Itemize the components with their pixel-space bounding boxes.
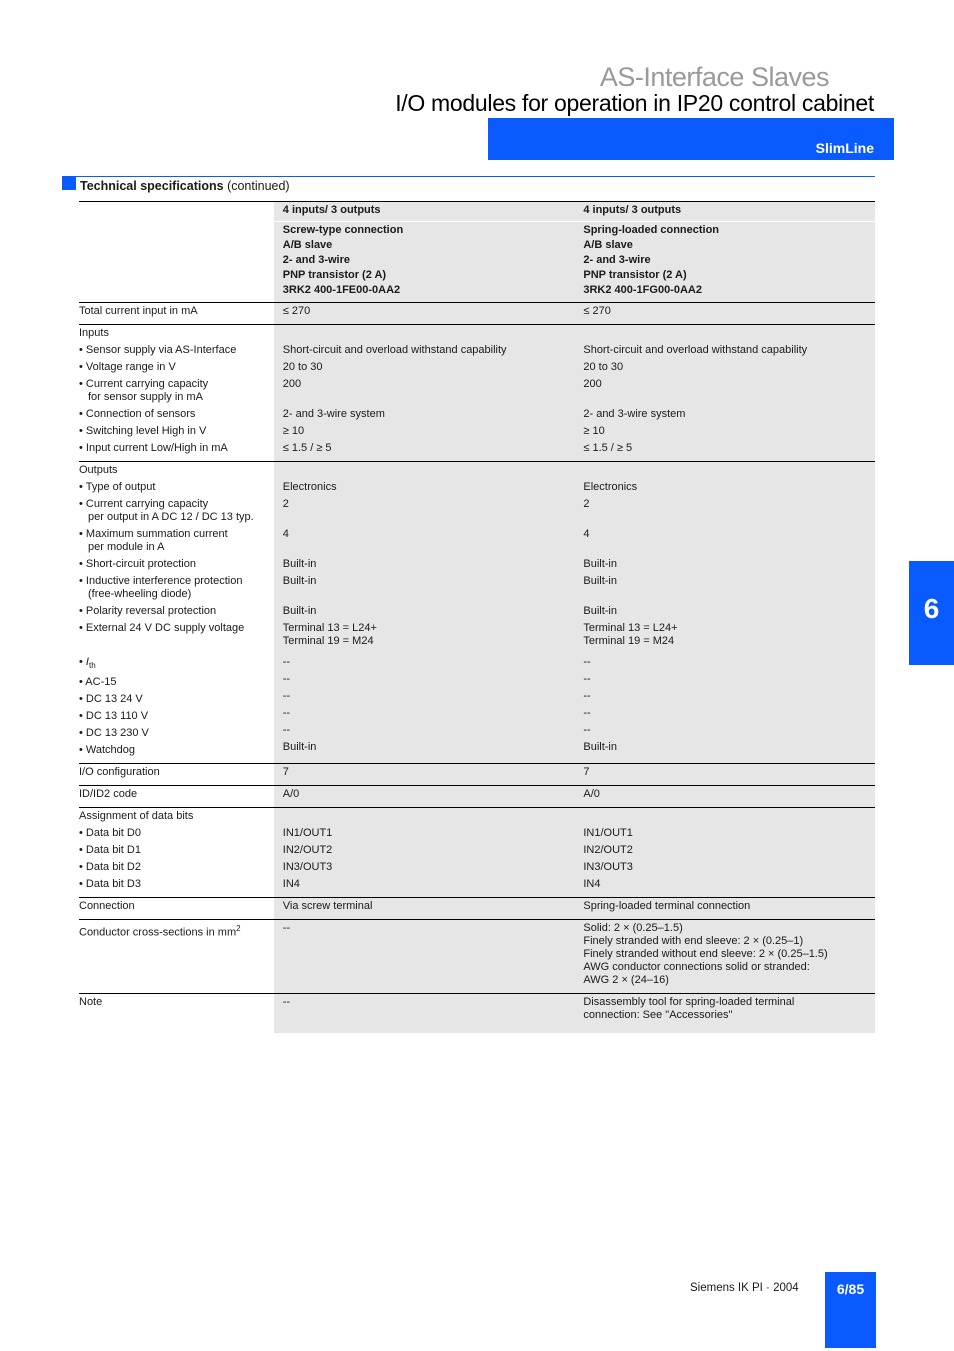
row-value: ≥ 10 [282,425,305,437]
row-label: Total current input in mA [79,303,274,325]
col3-desc-line: 2- and 3-wire [583,254,651,266]
ith-bullet: • [79,656,86,668]
table-group-inputs [79,325,875,462]
col2-order-number: 3RK2 400-1FE00-0AA2 [282,284,401,296]
row-label: I/O configuration [79,764,274,786]
row-value: Via screw terminal [274,898,575,920]
row-value [283,622,575,648]
row-value: Built-in [282,575,317,587]
row-value: Built-in [282,558,317,570]
table-row [79,764,875,786]
inputs-labels [79,325,274,462]
row-label: • Switching level High in V [79,425,207,437]
ith-subscript: th [88,661,96,671]
col3-desc-line: Spring-loaded connection [583,224,720,236]
row-label-line: • Current carrying capacity [79,378,209,390]
row-value: 7 [274,764,575,786]
row-label: • Polarity reversal protection [79,605,217,617]
ith-values-col2 [274,652,575,764]
table-header-row [79,202,875,222]
col3-desc-line: A/B slave [583,239,633,251]
row-value: 20 to 30 [282,361,323,373]
row-value: Electronics [282,481,337,493]
row-label [79,920,274,994]
row-value: 200 [583,378,602,390]
row-value: IN4 [583,878,601,891]
conductor-label: Conductor cross-sections in mm [79,926,237,939]
row-value: ≥ 10 [583,425,605,437]
row-value-line: Terminal 19 = M24 [282,635,374,647]
col3-header: 4 inputs/ 3 outputs [574,202,875,222]
row-label: • DC 13 24 V [79,693,143,706]
outputs-values-col3 [574,462,875,653]
row-label-line: • Inductive interference protection [79,575,243,587]
page-number: 6/85 [836,1281,865,1297]
section-title-rest: (continued) [227,179,290,193]
data-bits-values-col3 [574,808,875,898]
chapter-number: 6 [923,593,940,624]
row-value: ≤ 270 [274,303,575,325]
row-label: Connection [79,898,274,920]
row-value: -- [282,656,291,668]
row-value-line: Finely stranded without end sleeve: 2 × (0.25–1.5) [583,948,828,961]
ith-symbol: I [85,656,89,668]
row-value: ≤ 270 [574,303,875,325]
row-value: 4 [583,528,590,540]
row-label: • AC-15 [79,676,117,689]
data-bits-values-col2 [274,808,575,898]
row-value: IN1/OUT1 [282,827,333,840]
outputs-values-col2 [274,462,575,653]
col2-description [274,222,575,303]
row-value [574,920,875,994]
desc-empty-cell [79,222,274,303]
row-value: Built-in [583,575,617,587]
row-label-ith [79,656,272,672]
row-value: 200 [282,378,302,390]
row-value-line: connection: See "Accessories" [583,1009,733,1022]
section-title [80,179,290,193]
row-value: 2 [583,498,590,510]
row-label: • Short-circuit protection [79,558,196,570]
row-value: IN3/OUT3 [583,861,633,874]
page-title: AS-Interface Slaves [599,62,829,92]
col2-desc-line: A/B slave [282,239,333,251]
table-row [79,898,875,920]
row-value: 2 [282,498,289,510]
outputs-labels [79,462,274,653]
table-group-outputs [79,462,875,653]
row-value: -- [282,707,291,719]
row-label [79,528,272,554]
row-value: 7 [574,764,875,786]
row-value-line: AWG conductor connections solid or stranded: [583,961,810,974]
row-value: -- [583,656,591,668]
row-label: • Data bit D2 [79,861,141,874]
row-value: -- [282,673,291,685]
table-group-data-bits [79,808,875,898]
row-label [79,378,272,404]
group-heading: Assignment of data bits [79,810,194,823]
row-label: • Watchdog [79,744,136,757]
col2-desc-line: PNP transistor (2 A) [282,269,387,281]
chapter-tab [909,561,954,665]
row-label-line: per module in A [88,541,165,553]
row-value-line: Terminal 13 = L24+ [282,622,377,634]
row-label: • Sensor supply via AS-Interface [79,344,237,356]
row-value: IN2/OUT2 [282,844,333,857]
ith-values-col3 [574,652,875,764]
row-value: -- [583,707,591,719]
col2-desc-line: Screw-type connection [282,224,404,236]
row-value: 4 [282,528,289,540]
row-label [79,575,272,601]
row-value: IN4 [282,878,300,891]
row-label-line: (free-wheeling diode) [88,588,192,600]
category-banner [488,118,894,160]
inputs-values-col3 [574,325,875,462]
table-row [79,786,875,808]
table-desc-row [79,222,875,303]
row-label [79,498,272,524]
row-value: 20 to 30 [583,361,624,373]
row-value-line: Solid: 2 × (0.25–1.5) [583,922,683,935]
row-label: • External 24 V DC supply voltage [79,622,245,634]
row-value-line: AWG 2 × (24–16) [583,974,669,987]
row-label: • DC 13 110 V [79,710,149,723]
row-label-line: • Current carrying capacity [79,498,209,510]
row-value: Spring-loaded terminal connection [574,898,875,920]
row-value-line: Finely stranded with end sleeve: 2 × (0.25–1) [583,935,804,948]
row-value [583,622,875,648]
page-number-box [825,1272,876,1348]
row-value: Built-in [282,741,317,753]
row-value: ≤ 1.5 / ≥ 5 [282,442,332,454]
table-row [79,920,875,994]
row-value: Built-in [583,605,617,617]
group-heading: Outputs [79,464,118,476]
col3-description [574,222,875,303]
row-value: A/0 [274,786,575,808]
row-label: • DC 13 230 V [79,727,149,740]
row-label: • Connection of sensors [79,408,196,420]
table-group-ith [79,652,875,764]
spec-table [79,201,875,1033]
row-label: Note [79,994,274,1034]
row-label: • Data bit D3 [79,878,141,891]
row-value: -- [583,724,591,736]
group-heading: Inputs [79,327,109,339]
row-value: -- [583,673,591,685]
row-label: • Voltage range in V [79,361,176,373]
row-value: Built-in [583,741,617,753]
row-value: -- [583,690,591,702]
row-label: • Data bit D0 [79,827,141,840]
row-value: Short-circuit and overload withstand capability [282,344,507,356]
row-label-line: • Maximum summation current [79,528,228,540]
row-value: -- [274,920,575,994]
row-value [574,994,875,1034]
table-row [79,303,875,325]
header-empty-cell [79,202,274,222]
section-divider [62,176,875,177]
row-value: -- [282,724,291,736]
row-label: • Type of output [79,481,156,493]
ith-labels [79,652,274,764]
row-value: 2- and 3-wire system [583,408,686,420]
row-value: Built-in [583,558,617,570]
col2-header: 4 inputs/ 3 outputs [274,202,575,222]
row-label: ID/ID2 code [79,786,274,808]
row-value-line: Disassembly tool for spring-loaded terminal [583,996,795,1009]
row-label: • Input current Low/High in mA [79,442,228,454]
col3-order-number: 3RK2 400-1FG00-0AA2 [583,284,702,296]
banner-label: SlimLine [815,140,874,156]
col2-desc-line: 2- and 3-wire [282,254,351,266]
col3-desc-line: PNP transistor (2 A) [583,269,687,281]
row-label-line: per output in A DC 12 / DC 13 typ. [88,511,254,523]
table-row [79,994,875,1034]
row-value-line: Terminal 19 = M24 [583,635,675,647]
row-value: Electronics [583,481,638,493]
row-label: • Data bit D1 [79,844,141,857]
row-value: ≤ 1.5 / ≥ 5 [583,442,633,454]
conductor-superscript: 2 [236,924,241,934]
row-value: Short-circuit and overload withstand capability [583,344,808,356]
section-title-bold: Technical specifications [80,179,224,193]
row-label-line: for sensor supply in mA [88,391,203,403]
section-marker-icon [62,177,76,190]
row-value: IN1/OUT1 [583,827,633,840]
inputs-values-col2 [274,325,575,462]
row-value: Built-in [282,605,317,617]
row-value: A/0 [574,786,875,808]
row-value: -- [282,690,291,702]
row-value-line: Terminal 13 = L24+ [583,622,678,634]
footer-publisher: Siemens IK PI · 2004 [690,1282,799,1294]
page-subtitle: I/O modules for operation in IP20 control cabinet [395,90,874,116]
row-value: IN2/OUT2 [583,844,633,857]
row-value: -- [274,994,575,1034]
row-value: 2- and 3-wire system [282,408,385,420]
data-bits-labels [79,808,274,898]
row-value: IN3/OUT3 [282,861,333,874]
